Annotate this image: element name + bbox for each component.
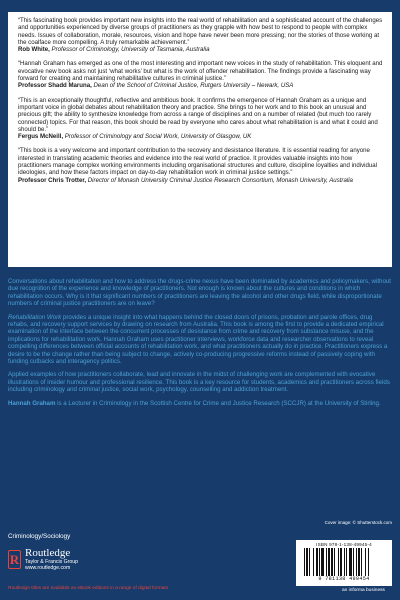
publisher-name: Routledge (25, 547, 71, 559)
informa-tagline: an informa business (342, 588, 385, 593)
publisher-logo (8, 548, 78, 571)
description-paragraph (8, 314, 392, 366)
quote-attribution (18, 82, 384, 89)
ebook-note: Routledge titles are available as eBook editions in a range of digital formats (8, 586, 168, 591)
quote-author-role: Director of Monash University Criminal Justice Research Consortium, Monash University, Australia (87, 176, 353, 184)
description-text: provides a unique insight into what happens behind the closed doors of prisons, probation and parole offices, drug rehabs, and recovery support services by drawing on research from Australia. This book is among the first to provide a dedicated empirical examination of the interface between the concurrent processes of desistance from crime and recovery from substance misuse, and the implications for rehabilitation work. Hannah Graham uses practitioner interviews, workforce data and researcher observations to reveal compelling differences between official accounts of rehabilitation work, and what practitioners actually do in practice. Practitioners express a desire to be the change rather than being subject to change, actively co-producing progressive reforms instead of passively coping with funding cutbacks and interagency politics. (8, 313, 388, 366)
quote-author: Rob White, (18, 46, 50, 54)
book-title-inline: Rehabilitation Work (8, 313, 62, 321)
publisher-group: Taylor & Francis Group (25, 559, 79, 565)
publisher-text (25, 548, 78, 571)
description-paragraph: Applied examples of how practitioners collaborate, lead and innovate in the midst of challenging work are complemented with evocative illustrations of insider humour and professional resilience. This book is a key resource for students, academics and practitioners across fields including criminology and criminal justice, social work, psychology, counselling and addiction treatment. (8, 371, 390, 394)
quote-author-role: Professor of Criminology, University of Tasmania, Australia (51, 46, 210, 54)
endorsement-quote (18, 17, 384, 53)
cover-image-credit: Cover image: © Shutterstock.com (324, 520, 392, 525)
quote-author-role: Dean of the School of Criminal Justice, Rutgers University – Newark, USA (93, 82, 294, 90)
author-bio (8, 400, 392, 407)
subject-category: Criminology/Sociology (8, 533, 71, 540)
book-description (8, 278, 392, 413)
quote-author: Professor Chris Trotter, (18, 176, 87, 184)
quote-text: “This is an exceptionally thoughtful, reflective and ambitious book. It confirms the emergence of Hannah Graham as a unique and important voice in global debates about rehabilitation theory and practice. She brings to her work and to this book an unusual and precious gift; the ability to synthesize knowledge from across a range of disciplines and on a number of related (but much too rarely connected) topics. For that reason, this book should be read by everyone who cares about what rehabilitation is and what it could and should be.” (18, 96, 378, 133)
endorsements-panel (8, 12, 392, 267)
quote-text: “This book is a very welcome and important contribution to the recovery and desistance literature. It is essential reading for anyone interested in translating academic theories and evidence into the real world of practice. It provides valuable insights into how practitioners manage complex working environments including organisational structures and culture, discipline loyalties and individual ideologies, and how these factors impact on day-to-day rehabilitation work in criminal justice settings.” (18, 147, 378, 177)
routledge-logo-icon: R (8, 550, 21, 569)
quote-author: Fergus McNeill, (18, 133, 64, 141)
author-name: Hannah Graham (8, 399, 56, 407)
endorsement-quote (18, 97, 384, 141)
publisher-url: www.routledge.com (25, 565, 71, 571)
barcode-box (296, 540, 392, 586)
quote-text: “Hannah Graham has emerged as one of the most interesting and important new voices in the study of rehabilitation. This eloquent and evocative new book asks not just ‘what works’ but what is the work of offender rehabilitation. The findings provide a fascinating way forward for creating and maintaining rehabilitative cultures in criminal justice.” (18, 60, 383, 83)
quote-attribution (18, 133, 384, 140)
barcode-bars (302, 548, 386, 576)
quote-attribution (18, 177, 384, 184)
endorsement-quote (18, 60, 384, 89)
quote-author: Professor Shadd Maruna, (18, 82, 92, 90)
quote-attribution (18, 46, 384, 53)
barcode-number: 9 781138 499454 (318, 576, 370, 582)
endorsement-quote (18, 147, 384, 183)
author-bio-text: is a Lecturer in Criminology in the Scottish Centre for Crime and Justice Research (SCCJR) at the University of Stirling. (55, 399, 381, 407)
quote-text: “This fascinating book provides important new insights into the real world of rehabilitation and a sophisticated account of the challenges and opportunities experienced by diverse groups of practitioners as they grapple with how best to respond to people with complex needs. Issues of collaboration, morale, resources, vision and hope have never been more pressing; nor the stories of those working at the coalface more compelling. A truly remarkable achievement.” (18, 17, 383, 46)
isbn-text: ISBN 978-1-138-49945-4 (316, 542, 372, 547)
description-paragraph: Conversations about rehabilitation and how to address the drugs-crime nexus have been dominated by academics and policymakers, without due recognition of the experience and knowledge of practitioners. Not enough is known about the cultures and conditions in which rehabilitation occurs. Why is it that significant numbers of practitioners are leaving the alcohol and other drugs field, while disproportionate numbers of criminal justice practitioners are on leave? (8, 278, 391, 308)
quote-author-role: Professor of Criminology and Social Work, University of Glasgow, UK (64, 133, 252, 141)
